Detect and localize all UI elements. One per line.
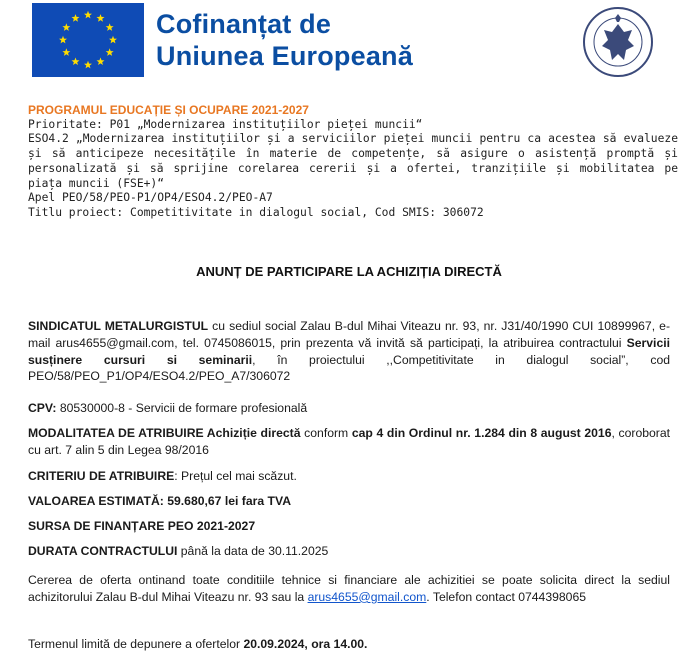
header xyxy=(0,0,698,90)
deadline-label: Termenul limită de depunere a ofertelor xyxy=(28,637,244,651)
award-method-ref: cap 4 din Ordinul nr. 1.284 din 8 august 2016 xyxy=(351,426,612,440)
deadline-value: 20.09.2024, ora 14.00. xyxy=(243,637,368,651)
cofin-line1: Cofinanțat de xyxy=(156,9,332,39)
deadline-line xyxy=(28,636,670,653)
organization-name: SINDICATUL METALURGISTUL xyxy=(28,319,209,333)
funding-source: SURSA DE FINANȚARE PEO 2021-2027 xyxy=(28,519,256,533)
eu-stars-icon xyxy=(32,3,144,77)
estimated-value: VALOAREA ESTIMATĂ: 59.680,67 lei fara TVA xyxy=(28,494,291,508)
criterion-label: CRITERIU DE ATRIBUIRE xyxy=(28,469,175,483)
criterion-value: : Prețul cel mai scăzut. xyxy=(174,469,297,483)
award-method xyxy=(28,425,670,459)
cpv-value: 80530000-8 - Servicii de formare profesională xyxy=(56,401,308,415)
notice-title: ANUNȚ DE PARTICIPARE LA ACHIZIȚIA DIRECTĂ xyxy=(196,264,502,279)
cofin-line2: Uniunea Europeană xyxy=(156,41,413,71)
award-method-label: MODALITATEA DE ATRIBUIRE Achiziție directă xyxy=(28,426,301,440)
programme-info xyxy=(28,103,678,221)
service-name: Servicii susținere cursuri si seminarii xyxy=(28,335,670,367)
contract-duration xyxy=(28,543,670,560)
intro-text-1: cu sediul social Zalau B-dul Mihai Viteazu nr. 93, nr. J31/40/1990 CUI 10899967, e-mail arus4655@gmail.com, tel. 0745086015, prin prezenta vă invită să participați, la atribuirea contractului xyxy=(28,319,671,350)
programme-objective: ESO4.2 „Modernizarea instituțiilor și a serviciilor pieței muncii pentru ca acestea să evalueze și să anticipeze necesitățile în materie de competențe, să asigure o asistență promptă și personalizată și să sprijine corelarea cererii și a ofertei, tranzițiile și mobilitatea pe piața muncii (FSE+)“ xyxy=(28,132,678,190)
government-seal-icon xyxy=(582,2,654,82)
notice-intro xyxy=(28,318,670,385)
request-text-2: . Telefon contact 0744398065 xyxy=(426,589,586,604)
programme-project: Titlu proiect: Competitivitate in dialogul social, Cod SMIS: 306072 xyxy=(28,205,484,219)
request-text-1: Cererea de oferta ontinand toate conditiile tehnice si financiare ale achizitiei se poate solicita direct la sediul achizitorului Zalau B-dul Mihai Viteazu nr. 93 sau la xyxy=(28,573,670,604)
cpv-label: CPV: xyxy=(28,401,57,415)
intro-text-2: , în proiectului ,,Competitivitate in dialogul social”, cod PEO/58/PEO_P1/OP4/ESO4.2/PEO_A7/306072 xyxy=(28,352,670,384)
programme-call: Apel PEO/58/PEO-P1/OP4/ESO4.2/PEO-A7 xyxy=(28,191,273,205)
offer-request-info xyxy=(28,572,670,606)
award-method-mid: conform xyxy=(300,426,352,440)
duration-label: DURATA CONTRACTULUI xyxy=(28,544,178,558)
eu-flag-logo xyxy=(32,3,144,77)
award-criterion xyxy=(28,468,670,485)
cpv-line xyxy=(28,400,670,417)
programme-title: PROGRAMUL EDUCAȚIE ȘI OCUPARE 2021-2027 xyxy=(28,103,309,117)
award-method-end: , coroborat cu art. 7 alin 5 din Legea 98/2016 xyxy=(28,426,670,457)
cofinantat-logo-text xyxy=(156,8,413,72)
duration-value: până la data de 30.11.2025 xyxy=(177,544,329,558)
programme-priority: Prioritate: P01 „Modernizarea instituțiilor pieței muncii“ xyxy=(28,117,423,131)
contact-email-link[interactable]: arus4655@gmail.com xyxy=(307,589,427,604)
